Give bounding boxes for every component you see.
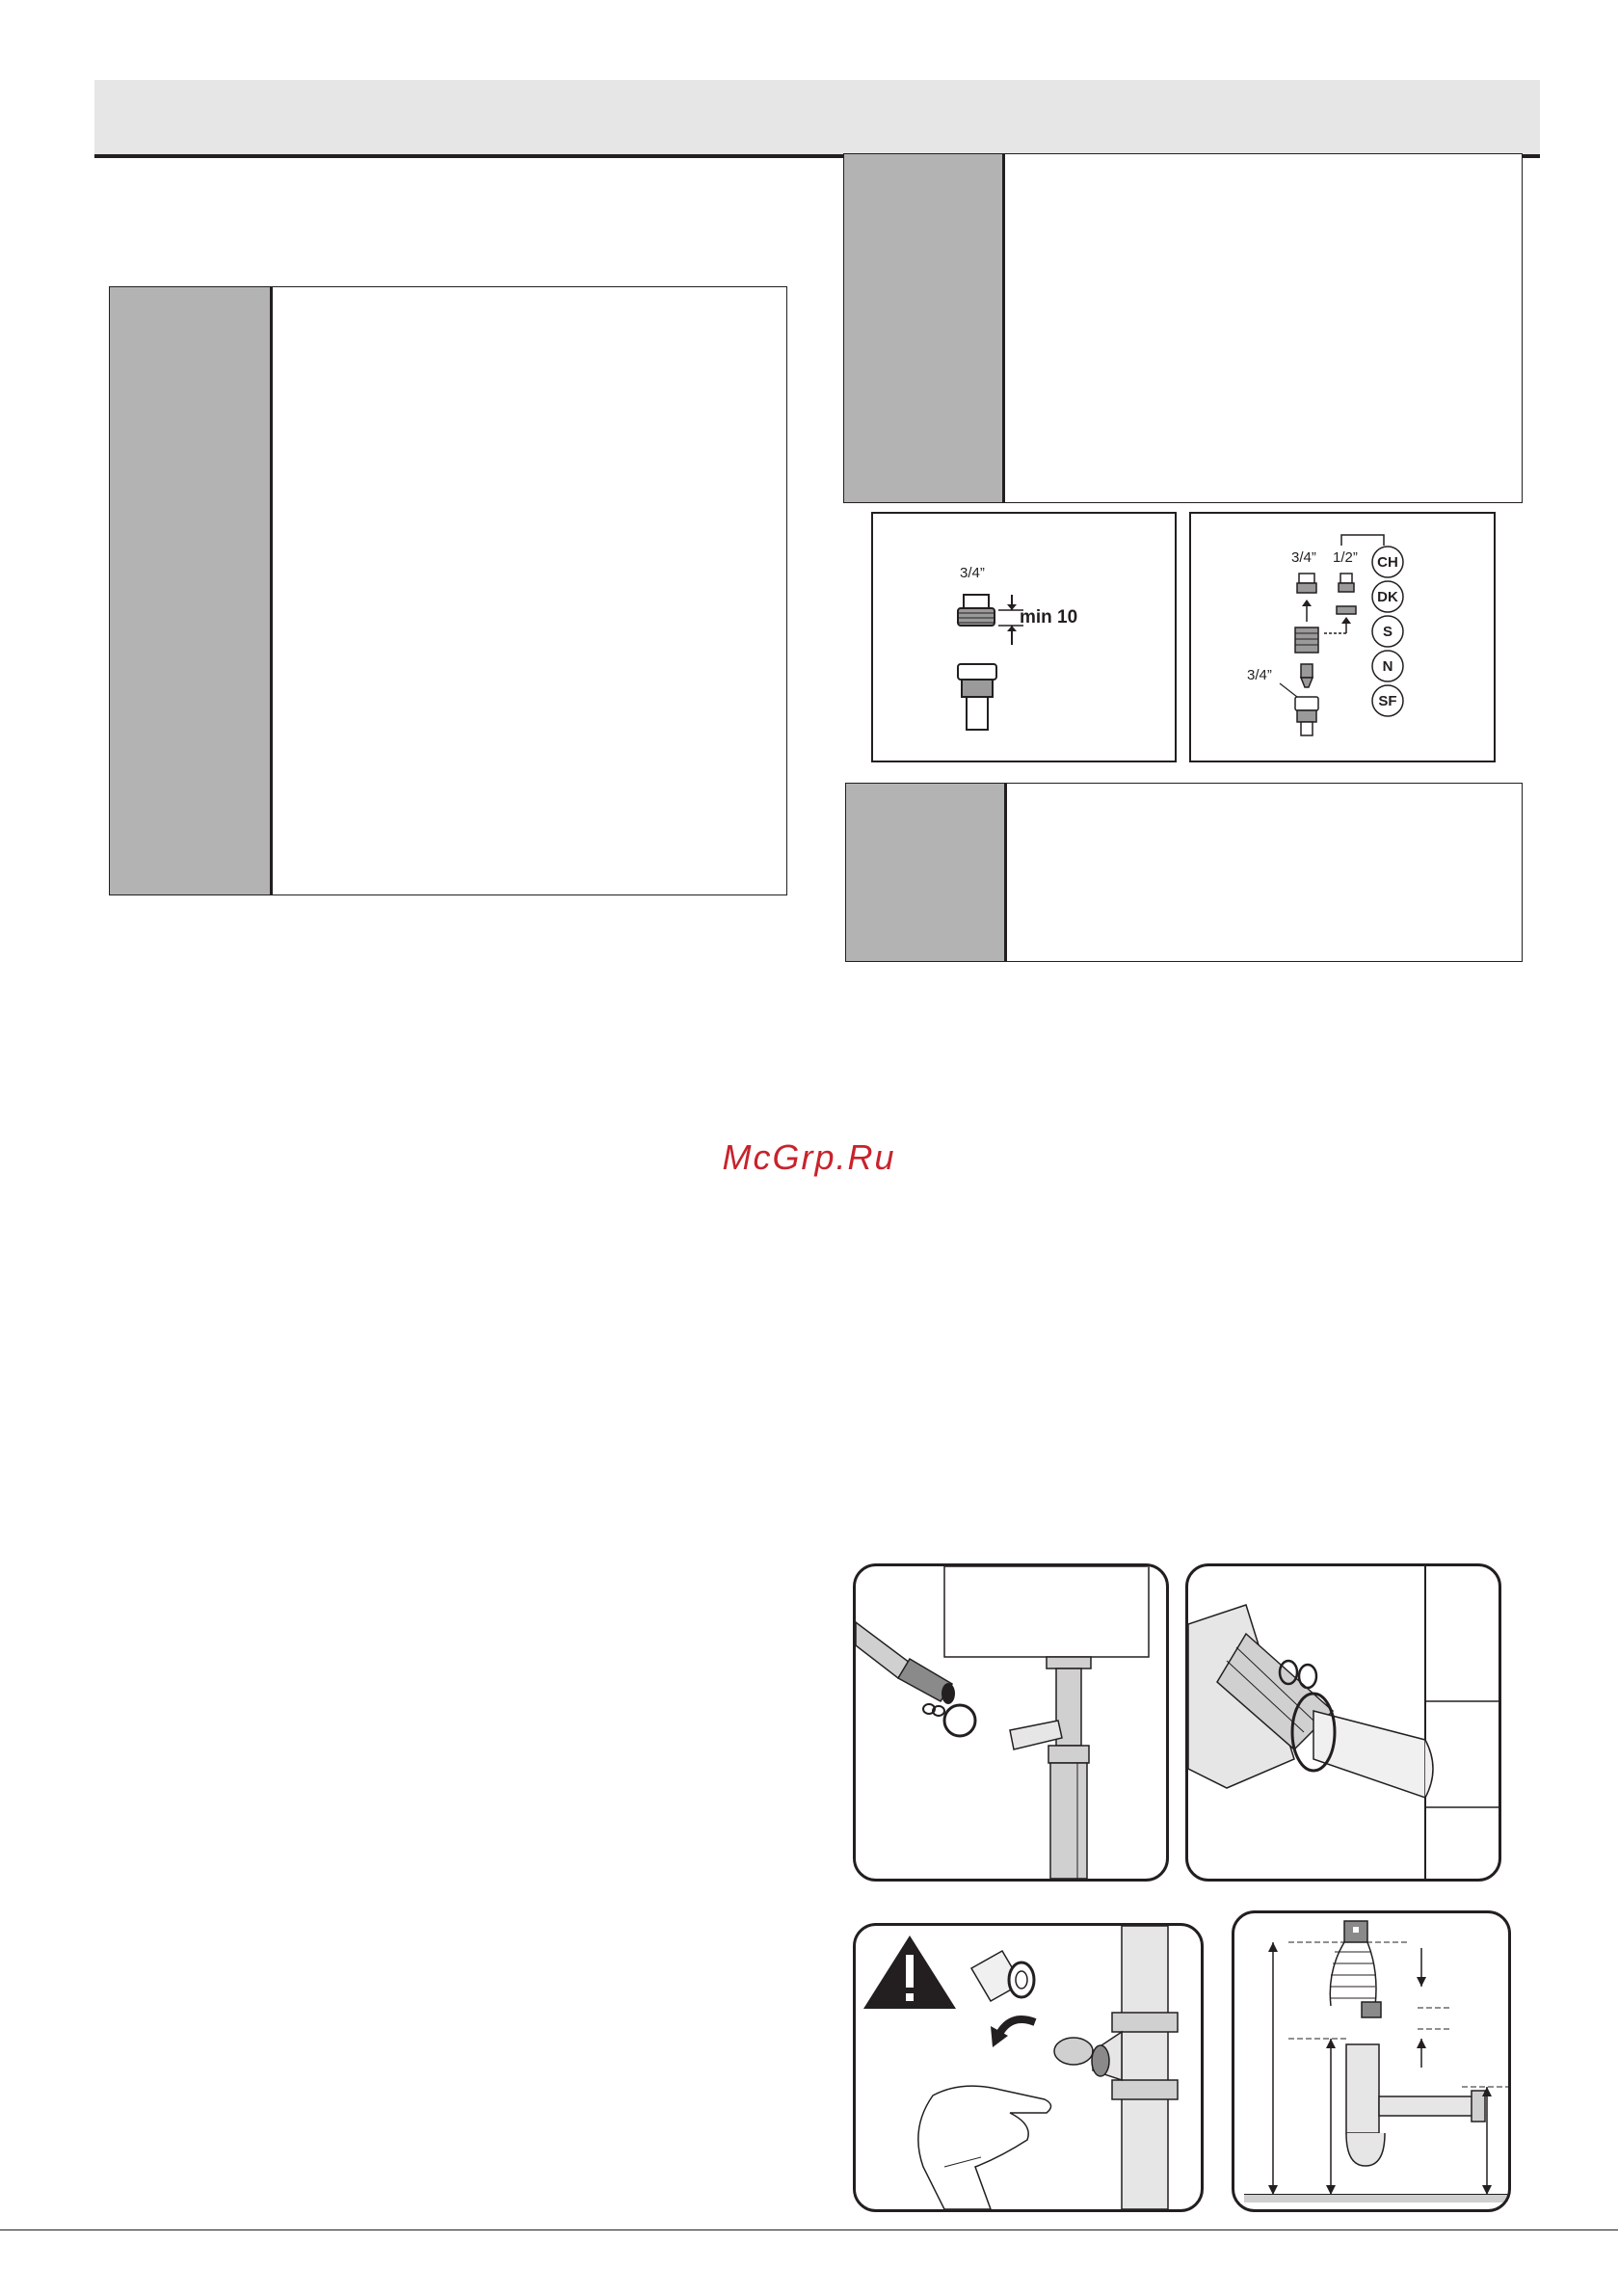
country-code-ch: CH — [1377, 554, 1398, 571]
country-code-s: S — [1382, 624, 1393, 640]
figure-hose-clamp — [1185, 1563, 1501, 1882]
figure-siphon-heights — [1232, 1910, 1511, 2212]
note-box-left-side — [110, 287, 273, 894]
note-box-mid-right — [845, 783, 1523, 962]
note-box-top-right-side — [844, 154, 1005, 502]
country-code-sf: SF — [1378, 693, 1397, 709]
footer-rule — [0, 2229, 1618, 2230]
country-code-n: N — [1382, 658, 1393, 675]
warning-outlet-drawing — [856, 1926, 1201, 2209]
country-code-dk: DK — [1377, 589, 1398, 605]
country-adapters-drawing — [1191, 514, 1494, 761]
siphon-icon — [1346, 2044, 1485, 2166]
hose-clamp-icon — [923, 1704, 975, 1736]
figure-drain-sink-outlet — [853, 1563, 1169, 1882]
thread-lower-label: 3/4” — [1247, 667, 1272, 683]
section-header-band — [94, 80, 1540, 154]
inlet-thread-label: 3/4” — [960, 565, 985, 581]
figure-inlet-adapter — [871, 512, 1177, 762]
thread-small-label: 1/2” — [1333, 549, 1358, 566]
watermark: McGrp.Ru — [722, 1137, 896, 1177]
thread-large-label: 3/4” — [1291, 549, 1316, 566]
country-code-list — [1372, 547, 1403, 716]
inlet-dimension-label: min 10 — [1020, 607, 1078, 627]
figure-country-adapters — [1189, 512, 1496, 762]
inlet-adapter-drawing — [873, 514, 1175, 761]
hand-icon — [918, 2086, 1051, 2209]
warning-triangle-icon — [863, 1936, 956, 2009]
siphon-heights-drawing — [1234, 1913, 1508, 2209]
note-box-left — [109, 286, 787, 895]
hose-clamp-drawing — [1188, 1566, 1499, 1879]
drain-sink-drawing — [856, 1566, 1166, 1879]
figure-warning-outlet — [853, 1923, 1204, 2212]
note-box-top-right — [843, 153, 1523, 503]
note-box-mid-right-side — [846, 784, 1007, 961]
